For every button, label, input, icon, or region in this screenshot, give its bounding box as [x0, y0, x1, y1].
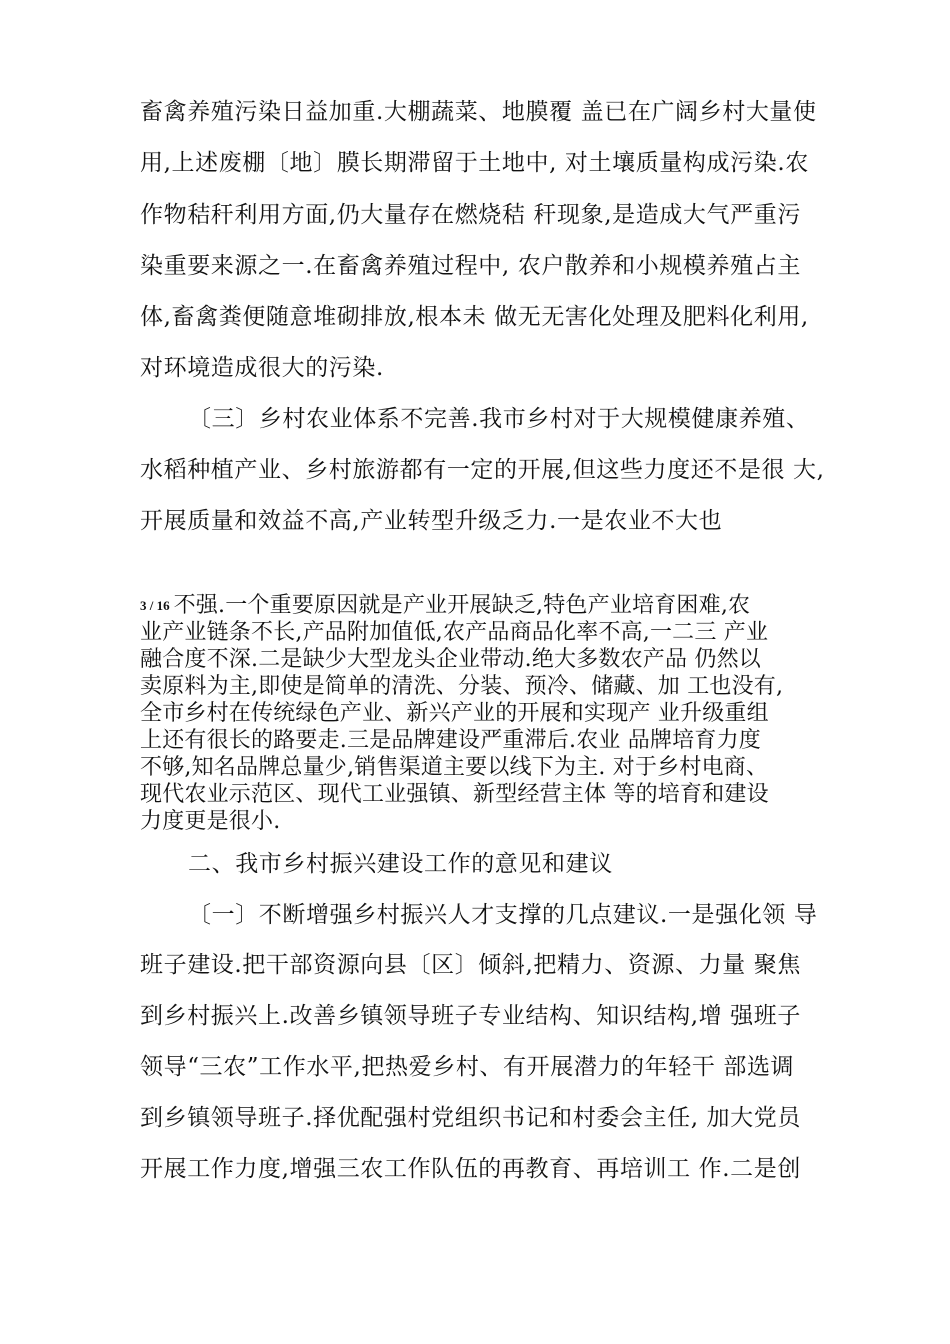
text-line: 力度更是很小. [140, 809, 281, 834]
text-line: 全市乡村在传统绿色产业、新兴产业的开展和实现产 业升级重组 [140, 701, 769, 726]
text-line: 上还有很长的路要走.三是品牌建设严重滞后.农业 品牌培育力度 [140, 728, 761, 753]
text-line: 融合度不深.二是缺少大型龙头企业带动.绝大多数农产品 仍然以 [140, 647, 761, 672]
text-line: 到乡村振兴上.改善乡镇领导班子专业结构、知识结构,增 强班子 [140, 1003, 801, 1029]
text-line: 班子建设.把干部资源向县〔区〕倾斜,把精力、资源、力量 聚焦 [140, 952, 801, 978]
text-line: 开展质量和效益不高,产业转型升级乏力.一是农业不大也 [140, 508, 723, 534]
page-number: 3 / 16 [140, 598, 170, 613]
text-line: 卖原料为主,即使是简单的清洗、分装、预冷、储藏、加 工也没有, [140, 674, 784, 699]
text-line: 领导“三农”工作水平,把热爱乡村、有开展潜力的年轻干 部选调 [140, 1054, 795, 1080]
text-line: 业产业链条不长,产品附加值低,农产品商品化率不高,一二三 产业 [140, 620, 769, 645]
text-line: 不够,知名品牌总量少,销售渠道主要以线下为主. 对于乡村电商、 [140, 755, 769, 780]
text-line: 用,上述废棚〔地〕膜长期滞留于土地中, 对土壤质量构成污染.农 [140, 150, 809, 176]
text-line: 对环境造成很大的污染. [140, 355, 384, 381]
section-heading-line: 〔三〕乡村农业体系不完善.我市乡村对于大规模健康养殖、 [188, 406, 810, 432]
text-line: 到乡镇领导班子.择优配强村党组织书记和村委会主任, 加大党员 [140, 1105, 801, 1131]
text-line: 体,畜禽粪便随意堆砌排放,根本未 做无无害化处理及肥料化利用, [140, 304, 809, 330]
subsection-heading-line: 〔一〕不断增强乡村振兴人才支撑的几点建议.一是强化领 导 [188, 902, 818, 928]
text-line: 3 / 16 不强.一个重要原因就是产业开展缺乏,特色产业培育困难,农 [140, 593, 751, 618]
text-line: 染重要来源之一.在畜禽养殖过程中, 农户散养和小规模养殖占主 [140, 253, 801, 279]
text-line: 开展工作力度,增强三农工作队伍的再教育、再培训工 作.二是创 [140, 1156, 801, 1182]
text-line: 作物秸秆利用方面,仍大量存在燃烧秸 秆现象,是造成大气严重污 [140, 202, 801, 228]
section-heading: 二、我市乡村振兴建设工作的意见和建议 [188, 851, 613, 877]
text-line: 现代农业示范区、现代工业强镇、新型经营主体 等的培育和建设 [140, 782, 769, 807]
text-line: 水稻种植产业、乡村旅游都有一定的开展,但这些力度还不是很 大, [140, 457, 825, 483]
text-line: 畜禽养殖污染日益加重.大棚蔬菜、地膜覆 盖已在广阔乡村大量使 [140, 99, 817, 125]
